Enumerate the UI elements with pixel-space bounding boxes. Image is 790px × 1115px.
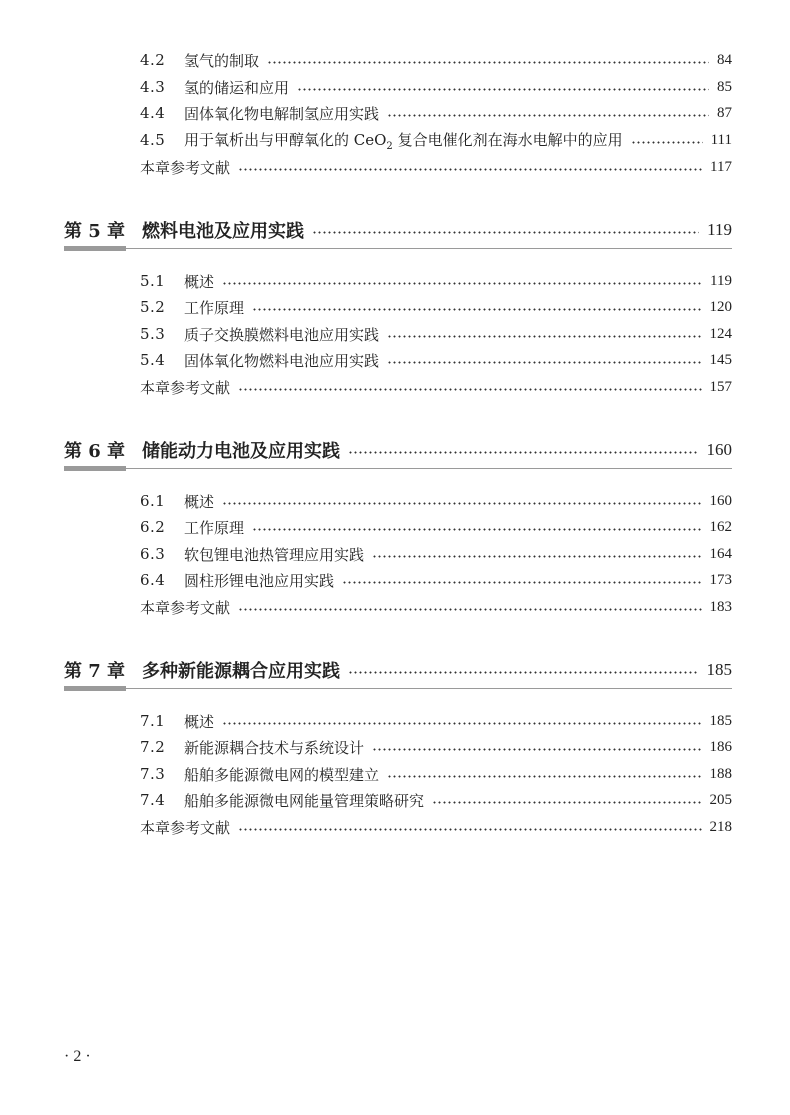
toc-entry-6-2 [140,515,732,539]
section-number: 5.2 [140,298,166,316]
dot-leader [387,361,701,364]
dot-leader [387,775,701,778]
section-title: 概述 [184,712,215,731]
toc-entry-4-3 [140,75,732,99]
chapter-label: 第 6 章 [64,441,126,462]
chapter-label: 第 7 章 [64,661,126,682]
page-number: 160 [709,492,732,509]
toc-entry-6-3 [140,542,732,566]
page-number: 120 [709,298,732,315]
page-number: 84 [717,51,732,68]
section-title: 软包锂电池热管理应用实践 [184,545,365,564]
chapter-title: 燃料电池及应用实践 [142,221,304,242]
section-title: 固体氧化物燃料电池应用实践 [184,351,380,370]
section-number: 5.1 [140,272,166,290]
page-number: 164 [709,545,732,562]
page-number: 119 [710,272,732,289]
dot-leader [222,722,701,725]
toc-entry-references-7 [140,815,732,839]
dot-leader [238,168,702,171]
chapter-rule [64,248,732,249]
section-title: 工作原理 [184,518,245,537]
section-title: 概述 [184,492,215,511]
section-title: 质子交换膜燃料电池应用实践 [184,325,380,344]
dot-leader [432,801,701,804]
section-title: 新能源耦合技术与系统设计 [184,738,365,757]
section-number: 7.3 [140,765,166,783]
dot-leader [238,388,701,391]
chapter-rule-accent [64,246,126,251]
toc-entry-4-4 [140,101,732,125]
page-number: 119 [707,220,732,239]
section-number: 7.4 [140,791,166,809]
page-number: 87 [717,104,732,121]
dot-leader [252,308,701,311]
dot-leader [267,61,709,64]
page-number: 85 [717,78,732,95]
section-title: 工作原理 [184,298,245,317]
section-title: 圆柱形锂电池应用实践 [184,571,335,590]
toc-entry-7-2 [140,735,732,759]
page-number: 188 [709,765,732,782]
page-folio: · 2 · [64,1048,91,1065]
toc-entry-4-5 [140,128,732,152]
page-number: 205 [709,791,732,808]
chapter-label: 第 5 章 [64,221,126,242]
dot-leader [387,114,709,117]
chapter-rule-accent [64,466,126,471]
dot-leader [348,451,699,454]
dot-leader [631,141,703,144]
section-title: 固体氧化物电解制氢应用实践 [184,104,380,123]
page-number: 111 [710,131,732,148]
dot-leader [342,581,701,584]
toc-entry-5-2 [140,295,732,319]
page-number: 218 [709,818,732,835]
dot-leader [348,671,699,674]
dot-leader [252,528,701,531]
chapter-rule [64,468,732,469]
toc-entry-7-4 [140,788,732,812]
chapter-title: 储能动力电池及应用实践 [142,441,340,462]
page-number: 183 [709,598,732,615]
section-number: 5.4 [140,351,166,369]
section-number: 4.3 [140,78,166,96]
chapter-heading-7 [64,654,732,694]
dot-leader [312,231,699,234]
toc-entry-references-5 [140,375,732,399]
section-number: 6.3 [140,545,166,563]
section-number: 4.2 [140,51,166,69]
page-number: 145 [709,351,732,368]
toc-entry-5-4 [140,348,732,372]
section-number: 6.2 [140,518,166,536]
section-number: 7.2 [140,738,166,756]
toc-entry-5-3 [140,322,732,346]
page-number: 162 [709,518,732,535]
toc-entry-6-1 [140,489,732,513]
section-number: 7.1 [140,712,166,730]
section-title: 本章参考文献 [140,378,231,397]
section-title: 船舶多能源微电网的模型建立 [184,765,380,784]
section-number: 5.3 [140,325,166,343]
dot-leader [372,555,701,558]
chapter-heading-5 [64,214,732,254]
section-title: 本章参考文献 [140,598,231,617]
dot-leader [238,828,701,831]
dot-leader [372,748,701,751]
dot-leader [222,502,701,505]
section-number: 6.1 [140,492,166,510]
chapter-rule [64,688,732,689]
page-number: 160 [706,440,732,459]
section-number: 4.5 [140,131,166,149]
dot-leader [222,282,702,285]
page-number: 186 [709,738,732,755]
section-title: 本章参考文献 [140,818,231,837]
page-number: 185 [709,712,732,729]
dot-leader [238,608,701,611]
page-number: 173 [709,571,732,588]
dot-leader [387,335,701,338]
page-number: 157 [709,378,732,395]
page-number: 124 [709,325,732,342]
toc-entry-6-4 [140,568,732,592]
section-title: 用于氧析出与甲醇氧化的 CeO$_2$ 复合电催化剂在海水电解中的应用 [184,130,623,152]
section-title: 氢气的制取 [184,51,260,70]
section-number: 4.4 [140,104,166,122]
dot-leader [297,88,709,91]
section-title: 船舶多能源微电网能量管理策略研究 [184,791,425,810]
section-title: 概述 [184,272,215,291]
page-number: 185 [706,660,732,679]
toc-entry-references-6 [140,595,732,619]
toc-entry-4-2 [140,48,732,72]
toc-entry-7-3 [140,762,732,786]
chapter-title: 多种新能源耦合应用实践 [142,661,340,682]
toc-entry-5-1 [140,269,732,293]
page-number: 117 [710,158,732,175]
toc-entry-references-4 [140,155,732,179]
section-number: 6.4 [140,571,166,589]
toc-entry-7-1 [140,709,732,733]
chapter-heading-6 [64,434,732,474]
chapter-rule-accent [64,686,126,691]
section-title: 氢的储运和应用 [184,78,290,97]
section-title: 本章参考文献 [140,158,231,177]
